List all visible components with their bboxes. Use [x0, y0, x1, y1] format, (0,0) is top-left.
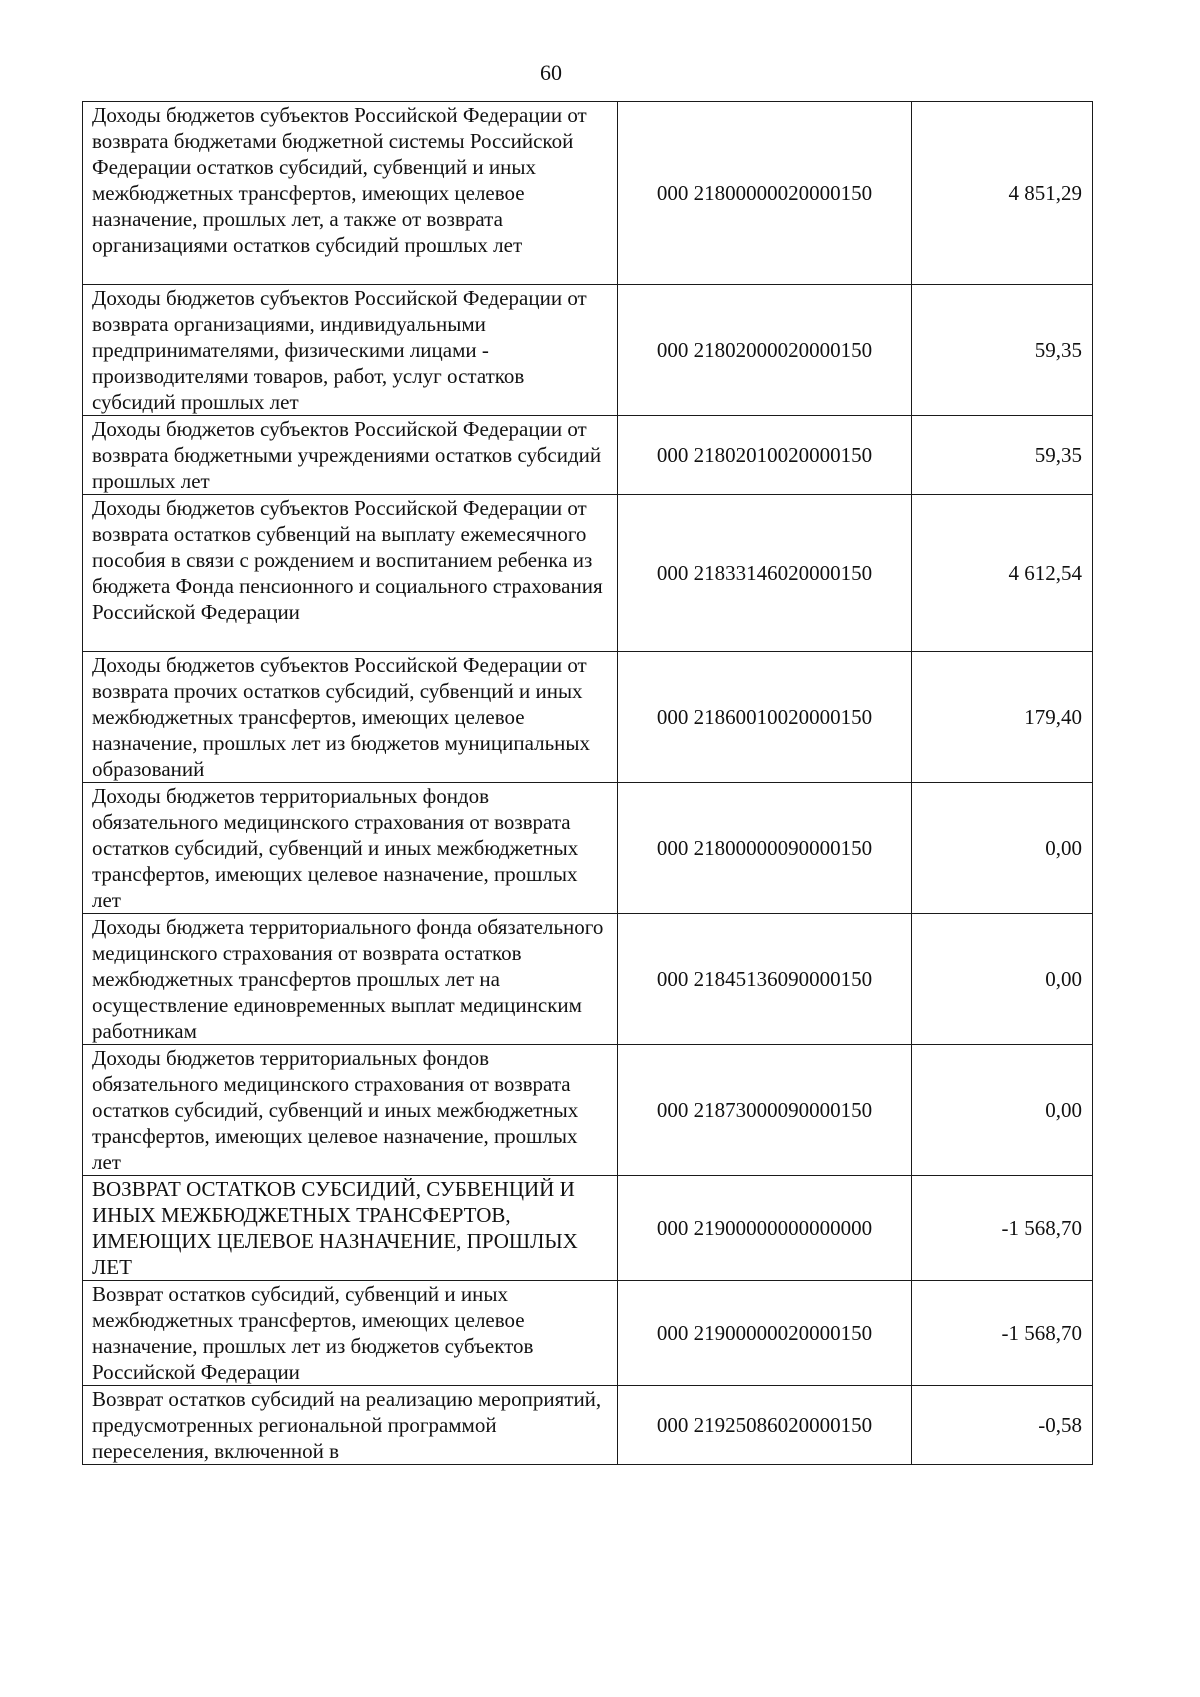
- table-row: [83, 914, 1093, 1045]
- revenue-description: Возврат остатков субсидий, субвенций и иных межбюджетных трансфертов, имеющих целевое назначение, прошлых лет из бюджетов субъектов Российской Федерации: [83, 1281, 618, 1386]
- budget-classification-code: 000 21925086020000150: [618, 1386, 912, 1465]
- revenue-description: Доходы бюджетов субъектов Российской Федерации от возврата прочих остатков субсидий, субвенций и иных межбюджетных трансфертов, имеющих целевое назначение, прошлых лет из бюджетов муниципальных образований: [83, 652, 618, 783]
- amount-value: 179,40: [912, 652, 1093, 783]
- table-row: [83, 783, 1093, 914]
- budget-classification-code: 000 21860010020000150: [618, 652, 912, 783]
- table-row: [83, 495, 1093, 652]
- revenue-description: Доходы бюджетов территориальных фондов обязательного медицинского страхования от возврата остатков субсидий, субвенций и иных межбюджетных трансфертов, имеющих целевое назначение, прошлых лет: [83, 1045, 618, 1176]
- table-row: [83, 1281, 1093, 1386]
- table-row: [83, 1386, 1093, 1465]
- budget-classification-code: 000 21800000090000150: [618, 783, 912, 914]
- amount-value: -0,58: [912, 1386, 1093, 1465]
- amount-value: 4 612,54: [912, 495, 1093, 652]
- budget-classification-code: 000 21845136090000150: [618, 914, 912, 1045]
- page-number: 60: [540, 60, 562, 85]
- revenue-description: Доходы бюджетов субъектов Российской Федерации от возврата бюджетами бюджетной системы Российской Федерации остатков субсидий, субвенций и иных межбюджетных трансфертов, имеющих целевое назначение, прошлых лет, а также от возврата организациями остатков субсидий прошлых лет: [83, 102, 618, 285]
- budget-classification-code: 000 21833146020000150: [618, 495, 912, 652]
- budget-classification-code: 000 21900000000000000: [618, 1176, 912, 1281]
- budget-revenue-table: [82, 101, 1093, 1465]
- revenue-description: ВОЗВРАТ ОСТАТКОВ СУБСИДИЙ, СУБВЕНЦИЙ И ИНЫХ МЕЖБЮДЖЕТНЫХ ТРАНСФЕРТОВ, ИМЕЮЩИХ ЦЕЛЕВОЕ НАЗНАЧЕНИЕ, ПРОШЛЫХ ЛЕТ: [83, 1176, 618, 1281]
- table-row: [83, 652, 1093, 783]
- amount-value: -1 568,70: [912, 1176, 1093, 1281]
- table-row: [83, 285, 1093, 416]
- amount-value: 0,00: [912, 783, 1093, 914]
- table-row: [83, 1176, 1093, 1281]
- amount-value: -1 568,70: [912, 1281, 1093, 1386]
- revenue-description: Доходы бюджета территориального фонда обязательного медицинского страхования от возврата остатков межбюджетных трансфертов прошлых лет на осуществление единовременных выплат медицинским работникам: [83, 914, 618, 1045]
- table-row: [83, 102, 1093, 285]
- budget-classification-code: 000 21800000020000150: [618, 102, 912, 285]
- amount-value: 59,35: [912, 285, 1093, 416]
- budget-classification-code: 000 21873000090000150: [618, 1045, 912, 1176]
- budget-classification-code: 000 21802000020000150: [618, 285, 912, 416]
- amount-value: 0,00: [912, 914, 1093, 1045]
- budget-classification-code: 000 21900000020000150: [618, 1281, 912, 1386]
- amount-value: 59,35: [912, 416, 1093, 495]
- table-row: [83, 1045, 1093, 1176]
- revenue-description: Доходы бюджетов субъектов Российской Федерации от возврата организациями, индивидуальными предпринимателями, физическими лицами - производителями товаров, работ, услуг остатков субсидий прошлых лет: [83, 285, 618, 416]
- revenue-description: Доходы бюджетов территориальных фондов обязательного медицинского страхования от возврата остатков субсидий, субвенций и иных межбюджетных трансфертов, имеющих целевое назначение, прошлых лет: [83, 783, 618, 914]
- revenue-description: Доходы бюджетов субъектов Российской Федерации от возврата бюджетными учреждениями остатков субсидий прошлых лет: [83, 416, 618, 495]
- budget-classification-code: 000 21802010020000150: [618, 416, 912, 495]
- amount-value: 0,00: [912, 1045, 1093, 1176]
- revenue-description: Возврат остатков субсидий на реализацию мероприятий, предусмотренных региональной программой переселения, включенной в: [83, 1386, 618, 1465]
- table-row: [83, 416, 1093, 495]
- revenue-description: Доходы бюджетов субъектов Российской Федерации от возврата остатков субвенций на выплату ежемесячного пособия в связи с рождением и воспитанием ребенка из бюджета Фонда пенсионного и социального страхования Российской Федерации: [83, 495, 618, 652]
- amount-value: 4 851,29: [912, 102, 1093, 285]
